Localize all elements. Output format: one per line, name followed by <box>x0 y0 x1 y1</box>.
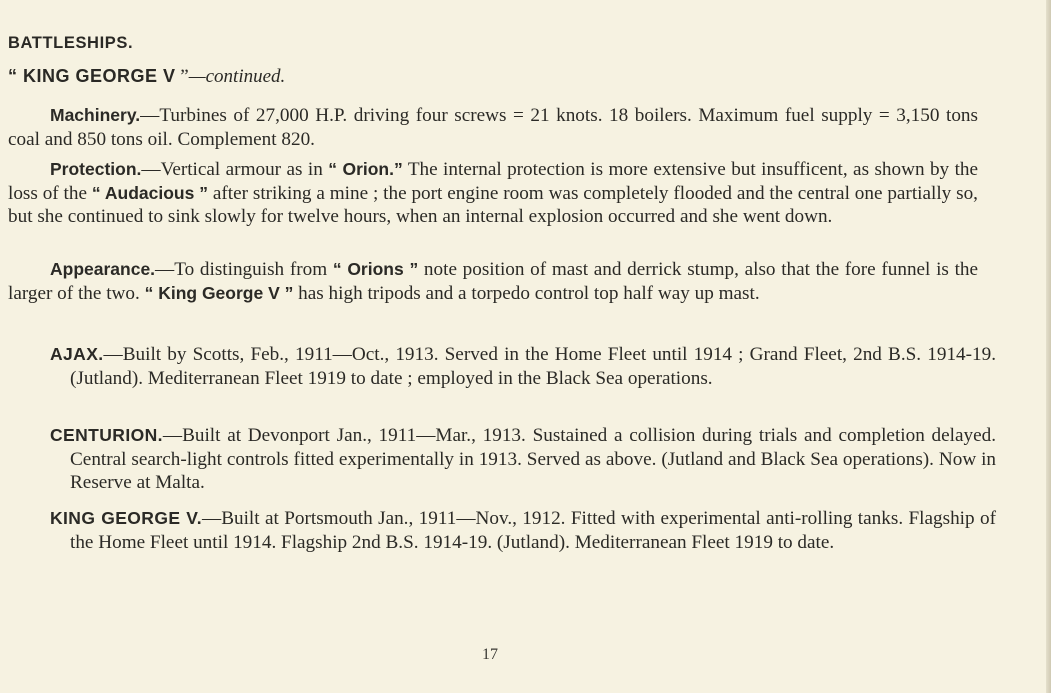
ship-entry-ajax <box>50 343 996 390</box>
class-title-name: KING GEORGE V <box>23 66 176 86</box>
ship-history: —Built at Devonport Jan., 1911—Mar., 1913. Sustained a collision during trials and completion delayed. Central search-light controls fitted experimentally in 1913. Served as above. (Jutland and Black Sea operations). Now in Reserve at Malta. <box>70 425 996 493</box>
ship-entry-centurion <box>50 424 996 495</box>
ship-entry-king-george-v <box>50 507 996 554</box>
appearance-text-1: —To distinguish from <box>155 259 333 280</box>
ship-name: AJAX. <box>50 344 104 364</box>
page-edge <box>1046 0 1051 693</box>
protection-text-3: after striking a mine ; the port engine room was completely flooded and the central one partially so, but she continued to sink slowly for twelve hours, when an internal explosion occurred and she went down. <box>8 182 978 227</box>
class-title-close-quote: ” <box>175 66 189 87</box>
section-heading: BATTLESHIPS. <box>8 34 134 52</box>
appearance-ship-orions: “ Orions ” <box>332 259 419 279</box>
appearance-text-3: has high tripods and a torpedo control top half way up mast. <box>293 282 760 304</box>
appearance-text-2: note position of mast and derrick stump, also that the fore funnel is the larger of the two. <box>8 259 979 304</box>
machinery-paragraph <box>8 104 978 151</box>
ship-name: KING GEORGE V. <box>50 508 203 528</box>
protection-ship-orion: “ Orion.” <box>328 159 403 179</box>
appearance-ship-king-george: “ King George V ” <box>144 282 294 303</box>
protection-text-2: The internal protection is more extensive but insufficent, as shown by the loss of the <box>8 159 979 204</box>
ship-history: —Built by Scotts, Feb., 1911—Oct., 1913. Served in the Home Fleet until 1914 ; Grand Fleet, 2nd B.S. 1914-19. (Jutland). Mediterranean Fleet 1919 to date ; employed in the Black Sea operations. <box>70 344 996 389</box>
class-title-open-quote: “ <box>8 66 24 86</box>
protection-ship-audacious: “ Audacious ” <box>91 182 209 203</box>
machinery-lead: Machinery. <box>50 105 141 125</box>
protection-lead: Protection. <box>50 159 142 179</box>
protection-paragraph <box>8 158 978 229</box>
appearance-paragraph <box>8 258 978 305</box>
class-title-suffix: —continued. <box>188 66 286 87</box>
machinery-text: —Turbines of 27,000 H.P. driving four screws = 21 knots. 18 boilers. Maximum fuel supply = 3,150 tons coal and 850 tons oil. Complement 820. <box>8 105 978 150</box>
page-number: 17 <box>482 646 498 663</box>
protection-text-1: —Vertical armour as in <box>141 159 329 180</box>
appearance-lead: Appearance. <box>50 259 156 279</box>
ship-name: CENTURION. <box>50 425 163 445</box>
ship-history: —Built at Portsmouth Jan., 1911—Nov., 1912. Fitted with experimental anti-rolling tanks. Flagship of the Home Fleet until 1914. Flagship 2nd B.S. 1914-19. (Jutland). Mediterranean Fleet 1919 to date. <box>70 508 996 553</box>
class-title <box>8 66 285 88</box>
